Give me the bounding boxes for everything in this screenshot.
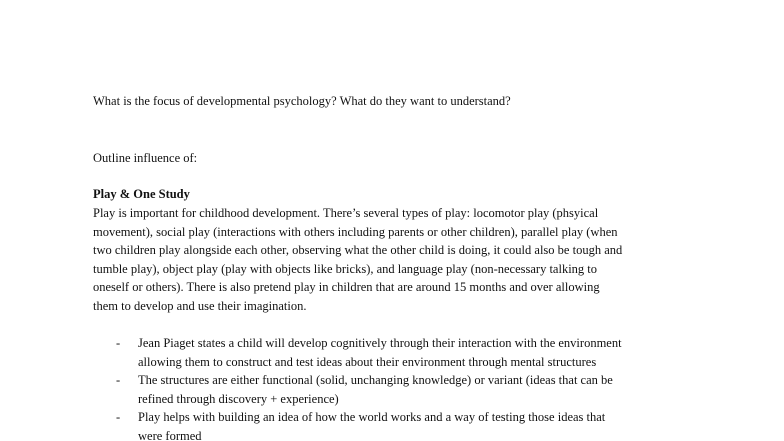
- bullet-marker: -: [116, 410, 121, 425]
- paragraph-line: them to develop and use their imagination.: [93, 298, 307, 313]
- paragraph-line: two children play alongside each other, observing what the other child is doing, it could also be tough and: [93, 243, 623, 258]
- paragraph-line: movement), social play (interactions with others including parents or other children), parallel play (when: [93, 224, 618, 239]
- list-item: [116, 334, 736, 371]
- bullet-line: were formed: [138, 428, 202, 441]
- paragraph-line: oneself or others). There is also pretend play in children that are around 15 months and over allowing: [93, 280, 600, 295]
- focus-question: What is the focus of developmental psychology? What do they want to understand?: [93, 94, 511, 108]
- list-item: [116, 408, 736, 441]
- bullet-line: Play helps with building an idea of how the world works and a way of testing those ideas that: [138, 410, 606, 425]
- section-heading: Play & One Study: [93, 187, 190, 201]
- list-item: [116, 371, 736, 408]
- section-paragraph: [93, 204, 703, 316]
- paragraph-line: tumble play), object play (play with objects like bricks), and language play (non-necessary talking to: [93, 261, 598, 276]
- paragraph-line: Play is important for childhood development. There’s several types of play: locomotor play (phsyical: [93, 206, 599, 220]
- bullet-line: allowing them to construct and test ideas about their environment through mental structures: [138, 354, 597, 369]
- bullet-marker: -: [116, 336, 121, 350]
- bullet-line: refined through discovery + experience): [138, 391, 339, 406]
- bullet-list: [116, 334, 736, 441]
- bullet-marker: -: [116, 373, 121, 388]
- bullet-line: The structures are either functional (solid, unchanging knowledge) or variant (ideas that can be: [138, 373, 613, 388]
- outline-prompt: Outline influence of:: [93, 151, 198, 165]
- bullet-line: Jean Piaget states a child will develop cognitively through their interaction with the environment: [138, 336, 622, 350]
